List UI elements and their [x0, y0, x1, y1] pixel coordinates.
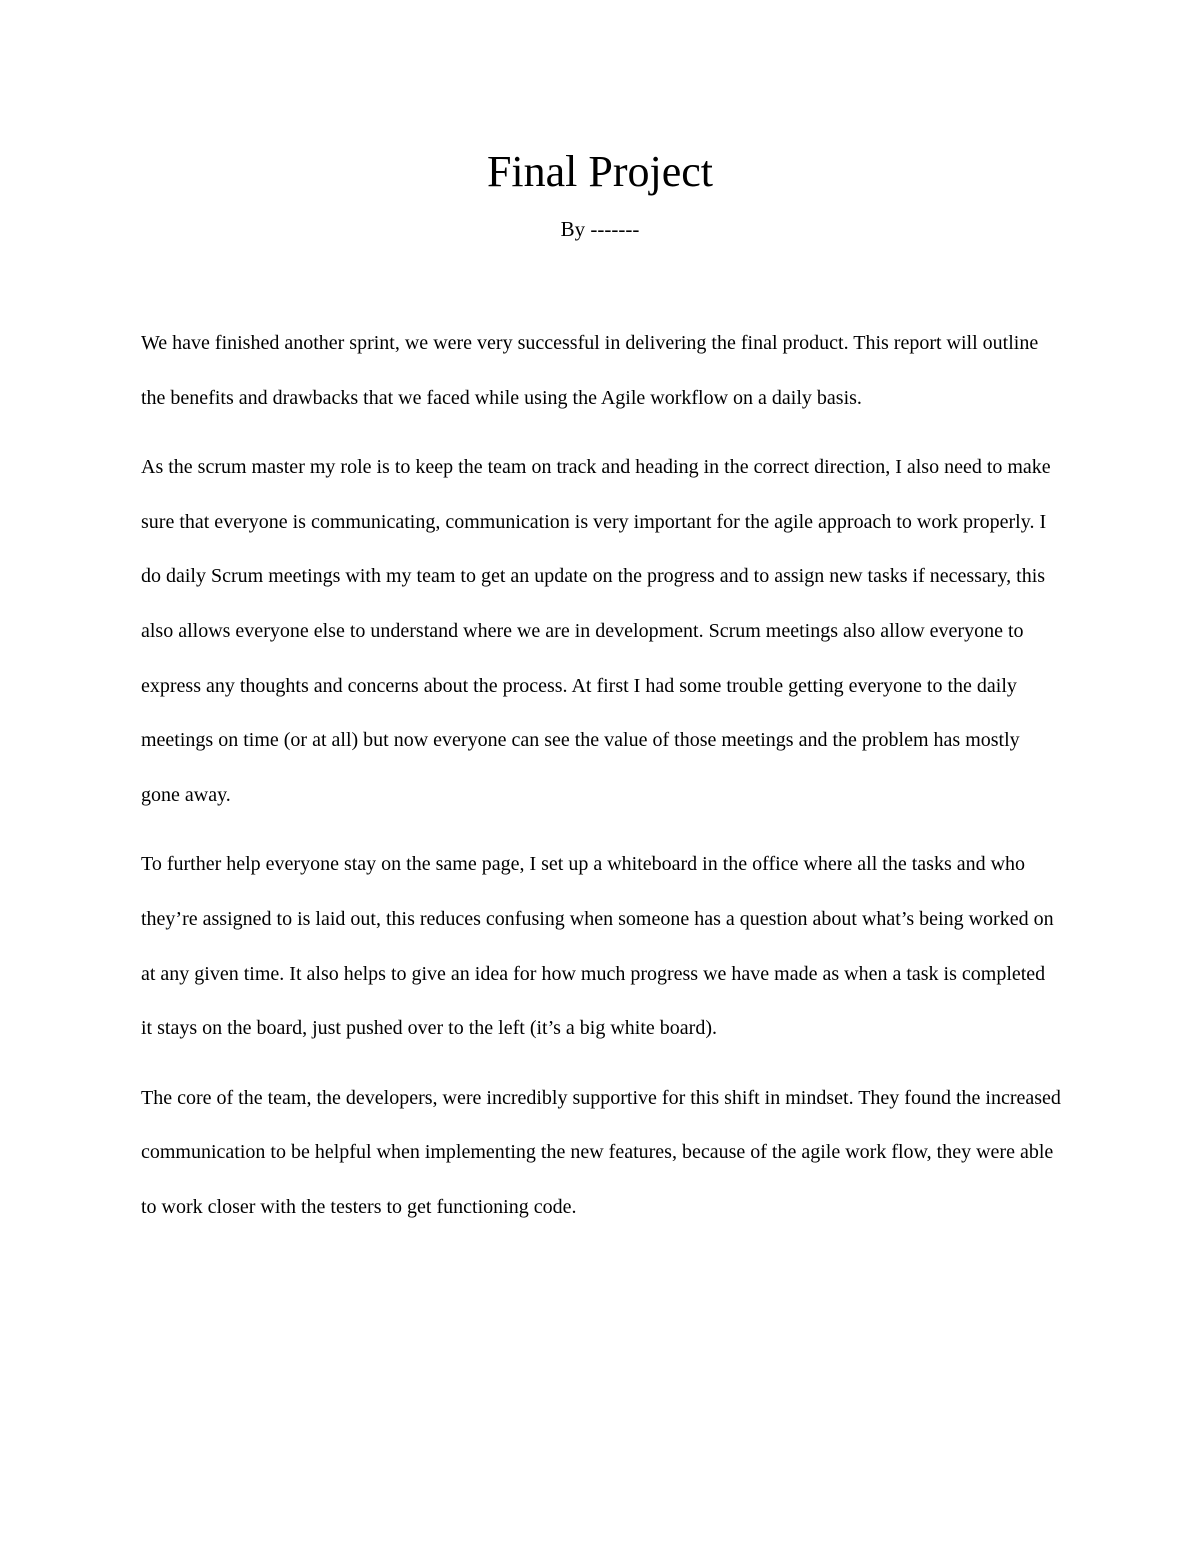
document-title: Final Project	[486, 147, 714, 196]
paragraph-developers: The core of the team, the developers, were incredibly supportive for this shift in mindset. They found the increased communication to be helpful when implementing the new features, because of the agile work flow, they were able to work closer with the testers to get functioning code.	[141, 1086, 1061, 1218]
paragraph-whiteboard: To further help everyone stay on the same page, I set up a whiteboard in the office where all the tasks and who they’re assigned to is laid out, this reduces confusing when someone has a question about what’s being worked on at any given time. It also helps to give an idea for how much progress we have made as when a task is completed it stays on the board, just pushed over to the left (it’s a big white board).	[141, 853, 1054, 1040]
document-body	[141, 316, 1061, 1250]
paragraph-scrum-master: As the scrum master my role is to keep the team on track and heading in the correct direction, I also need to make sure that everyone is communicating, communication is very important for the agile approach to work properly. I do daily Scrum meetings with my team to get an update on the progress and to assign new tasks if necessary, this also allows everyone else to understand where we are in development. Scrum meetings also allow everyone to express any thoughts and concerns about the process. At first I had some trouble getting everyone to the daily meetings on time (or at all) but now everyone can see the value of those meetings and the problem has mostly gone away.	[141, 456, 1051, 806]
paragraph-intro: We have finished another sprint, we were very successful in delivering the final product. This report will outline the benefits and drawbacks that we faced while using the Agile workflow on a daily basis.	[141, 332, 1039, 409]
document-byline: By -------	[560, 217, 640, 241]
